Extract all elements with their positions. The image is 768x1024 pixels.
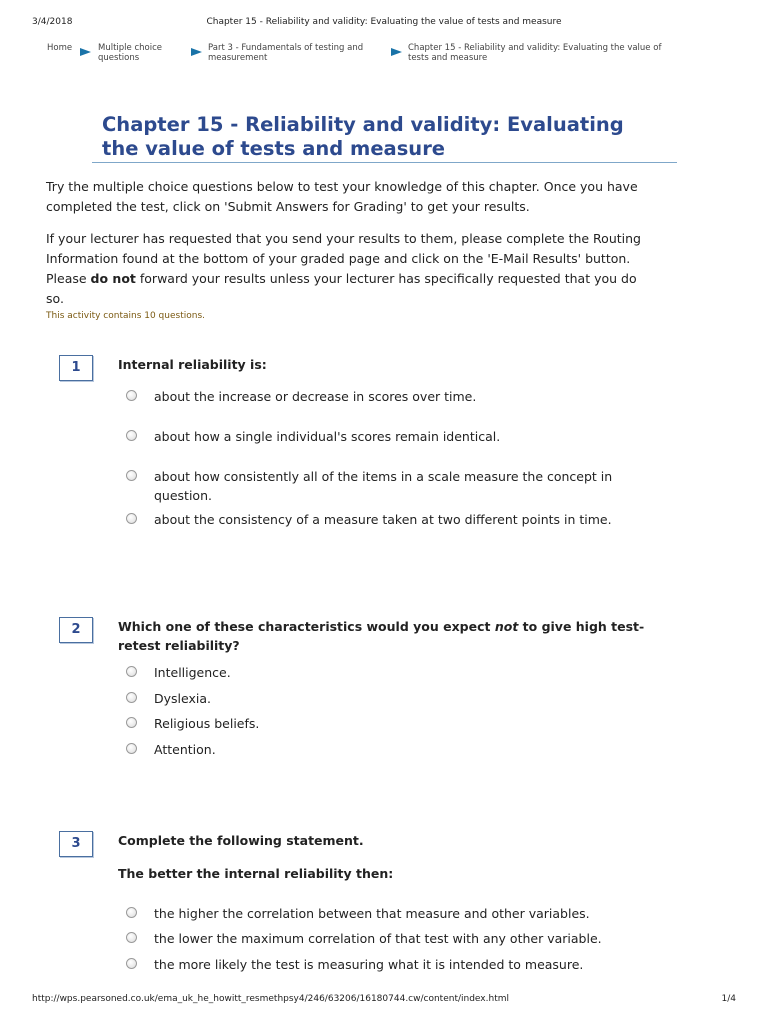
breadcrumb-arrow-icon bbox=[80, 48, 91, 56]
radio-button[interactable] bbox=[126, 430, 137, 441]
question-3-subtext: The better the internal reliability then: bbox=[118, 866, 394, 881]
breadcrumb-item-part-3[interactable]: Part 3 - Fundamentals of testing and measurement bbox=[208, 43, 364, 63]
option-label: Religious beliefs. bbox=[154, 716, 260, 731]
radio-button[interactable] bbox=[126, 743, 137, 754]
page-url: http://wps.pearsoned.co.uk/ema_uk_he_howitt_resmethpsy4/246/63206/16180744.cw/content/index.html bbox=[32, 994, 509, 1004]
intro-paragraph-1: Try the multiple choice questions below to test your knowledge of this chapter. Once you have completed the test, click on 'Submit Answers for Grading' to get your results. bbox=[46, 179, 638, 214]
radio-button[interactable] bbox=[126, 692, 137, 703]
radio-button[interactable] bbox=[126, 513, 137, 524]
option-label: about how a single individual's scores remain identical. bbox=[154, 429, 501, 444]
print-footer bbox=[32, 994, 736, 1008]
radio-button[interactable] bbox=[126, 932, 137, 943]
question-2-emphasis: not bbox=[494, 619, 519, 634]
intro-do-not: do not bbox=[90, 271, 136, 286]
radio-button[interactable] bbox=[126, 907, 137, 918]
intro-paragraph-2 bbox=[46, 229, 656, 309]
breadcrumb-home-link[interactable]: Home bbox=[47, 43, 73, 53]
option-label: the lower the maximum correlation of that test with any other variable. bbox=[154, 931, 602, 946]
radio-button[interactable] bbox=[126, 958, 137, 969]
radio-button[interactable] bbox=[126, 390, 137, 401]
radio-button[interactable] bbox=[126, 717, 137, 728]
question-2-text-end: to give high test-retest reliability? bbox=[118, 619, 645, 653]
option-label: about the increase or decrease in scores over time. bbox=[154, 389, 477, 404]
breadcrumb-arrow-icon bbox=[191, 48, 202, 56]
breadcrumb-item-multiple-choice[interactable]: Multiple choice questions bbox=[98, 43, 162, 63]
option-label: Intelligence. bbox=[154, 665, 231, 680]
title-divider bbox=[92, 162, 677, 163]
page-number: 1/4 bbox=[721, 994, 736, 1004]
print-date: 3/4/2018 bbox=[32, 17, 73, 27]
question-2-text bbox=[118, 617, 648, 655]
print-title: Chapter 15 - Reliability and validity: Evaluating the value of tests and measure bbox=[206, 17, 562, 27]
breadcrumb-item-chapter-15[interactable]: Chapter 15 - Reliability and validity: Evaluating the value of tests and measure bbox=[408, 43, 662, 63]
intro-paragraph-2-text-end: forward your results unless your lecturer has specifically requested that you do so. bbox=[46, 271, 637, 306]
question-1-text: Internal reliability is: bbox=[118, 357, 267, 372]
question-3-text: Complete the following statement. bbox=[118, 833, 364, 848]
radio-button[interactable] bbox=[126, 470, 137, 481]
activity-count: This activity contains 10 questions. bbox=[46, 311, 205, 321]
question-1-number: 1 bbox=[59, 355, 93, 381]
question-2-text-start: Which one of these characteristics would you expect bbox=[118, 619, 495, 634]
option-label: about how consistently all of the items in a scale measure the concept in question. bbox=[154, 469, 613, 503]
print-header bbox=[32, 17, 736, 31]
option-label: Attention. bbox=[154, 742, 216, 757]
option-label: Dyslexia. bbox=[154, 691, 211, 706]
option-label: the higher the correlation between that measure and other variables. bbox=[154, 906, 590, 921]
question-3-number: 3 bbox=[59, 831, 93, 857]
breadcrumb bbox=[47, 43, 728, 73]
option-label: about the consistency of a measure taken at two different points in time. bbox=[154, 512, 612, 527]
option-label: the more likely the test is measuring what it is intended to measure. bbox=[154, 957, 584, 972]
page-title: Chapter 15 - Reliability and validity: Evaluating the value of tests and measure bbox=[102, 113, 624, 160]
breadcrumb-arrow-icon bbox=[391, 48, 402, 56]
radio-button[interactable] bbox=[126, 666, 137, 677]
intro-paragraph-2-text: If your lecturer has requested that you send your results to them, please complete the Routing Information found at the bottom of your graded page and click on the 'E-Mail Results' button. Please bbox=[46, 231, 641, 286]
question-2-number: 2 bbox=[59, 617, 93, 643]
